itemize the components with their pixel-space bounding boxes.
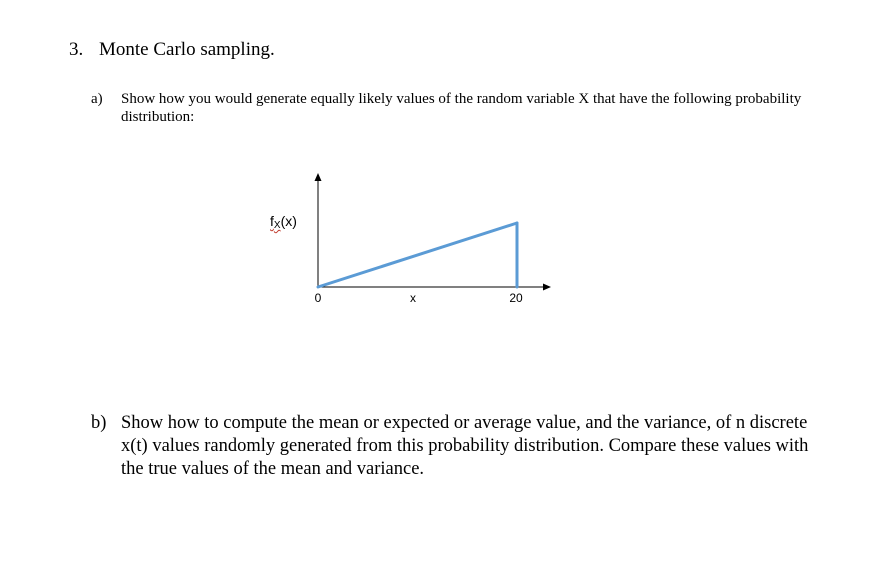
x-tick-20: 20 [509, 291, 523, 305]
part-b-text: Show how to compute the mean or expected or average value, and the variance, of n discrete x(t) values randomly generated from this probability distribution. Compare these values with the true values of the mean and variance. [121, 413, 809, 479]
y-axis-arrow [315, 173, 322, 181]
density-line [318, 223, 517, 287]
y-axis-label-arg: (x) [280, 213, 297, 229]
part-b-marker: b) [91, 413, 107, 433]
x-tick-0: 0 [314, 291, 322, 305]
part-a-text: Show how you would generate equally likely values of the random variable X that have the following probability distribution: [121, 91, 802, 125]
question-number: 3. [69, 39, 84, 60]
y-axis-label-f: f [270, 213, 274, 229]
y-axis-label-sub: X [273, 220, 281, 231]
question-title-text: Monte Carlo sampling. [99, 39, 275, 60]
part-a-marker: a) [91, 91, 103, 107]
x-axis-label: x [410, 291, 416, 305]
x-axis-arrow [543, 284, 551, 291]
